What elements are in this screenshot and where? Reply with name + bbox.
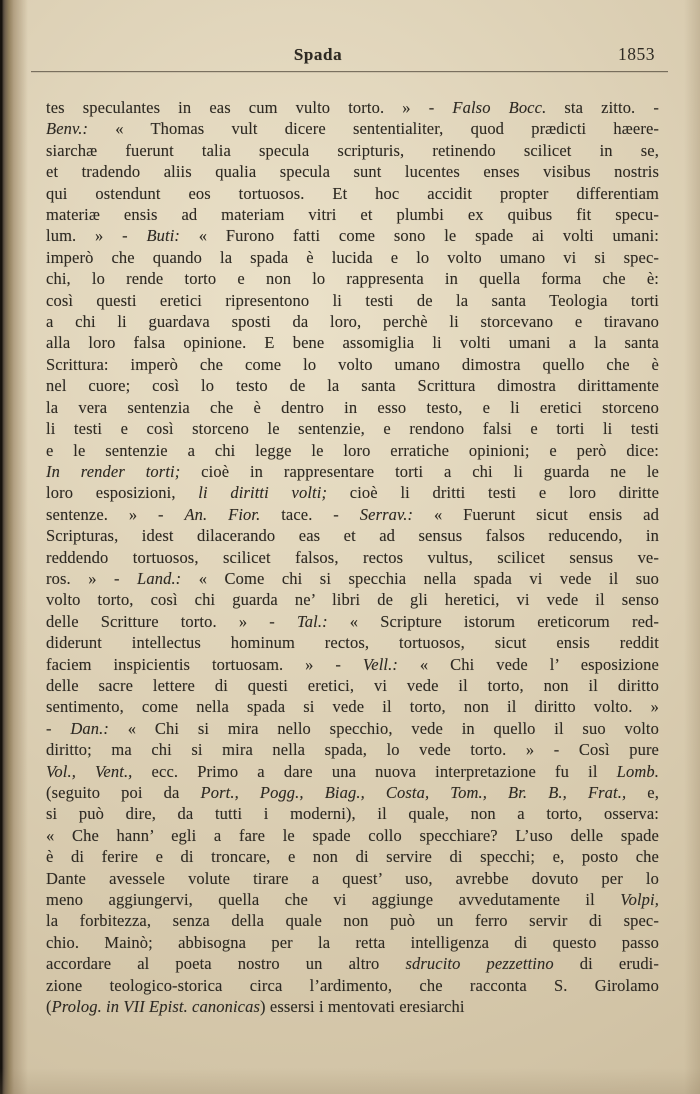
italic-run: Vell.: [362,654,398,674]
text-run: « Chi vede l’ esposizione [398,654,659,674]
page-body [46,97,659,1017]
text-line [46,611,659,632]
page-number: 1853 [618,44,655,64]
text-run: diderunt intellectus hominum rectos, tortuosos, sicut ensis reddit [46,633,659,653]
text-run: tes speculantes in eas cum vulto torto. » - [46,98,453,117]
italic-run: Benv.: [46,119,89,139]
text-run: e, [626,783,659,802]
text-line [46,889,659,910]
gutter-shadow [0,0,28,1094]
italic-run: li diritti volti; [198,483,328,503]
text-run: di erudi- [553,954,660,974]
text-run: chio. Mainò; abbisogna per la retta intelligenza di questo passo [46,932,659,952]
text-line [46,975,659,996]
text-run: lum. » - [46,226,147,246]
text-run: cioè li dritti testi e loro diritte [327,483,660,503]
text-run: ) essersi i mentovati eresiarchi [260,997,465,1017]
text-run: volto torto, così chi guarda ne’ libri de gli heretici, vi vede il senso [46,590,659,610]
italic-run: Tal.: [296,611,328,631]
text-line [46,268,659,289]
italic-run: Prolog. in VII Epist. canonicas [51,997,261,1017]
text-line [46,654,659,675]
text-run: chi, lo rende torto e non lo rappresenta in quella forma che è: [46,269,659,289]
text-line [46,418,659,439]
text-run: così questi eretici ripresentono li testi de la santa Teologia torti [46,290,659,310]
text-line [46,97,659,118]
italic-run: Serrav.: [359,504,414,524]
italic-run: In render torti; [46,461,181,481]
italic-run: Volpi, [620,890,659,910]
text-run: Dante avessele volute tirare a quest’ uso, avrebbe dovuto per lo [46,868,659,888]
italic-run: Falso Bocc. [452,98,547,117]
running-head-title: Spada [293,45,343,64]
text-run: meno aggiungervi, quella che vi aggiunge avvedutamente il [46,890,621,910]
text-run: « Come chi si specchia nella spada vi vede il suo [181,568,659,588]
text-run: sta zitto. - [546,98,659,117]
text-line [46,354,659,375]
text-run: ecc. Primo a dare una nuova interpretazione fu il [132,761,617,781]
italic-run: An. Fior. [184,504,261,524]
text-run: la vera sentenzia che è dentro in esso testo, e li eretici storceno [46,397,659,417]
italic-run: Buti: [146,226,181,246]
text-line [46,118,659,139]
text-line [46,440,659,461]
text-line [46,161,659,182]
text-run: « Furono fatti come sono le spade ai volti umani: [180,226,659,246]
text-run: materiæ ensis ad materiam vitri et plumbi ex quibus fit specu- [46,205,659,225]
text-line [46,996,659,1017]
text-run: è di ferire e di troncare, e non di servire di specchi; e, posto che [46,847,659,867]
text-run: sentimento, come nella spada si vede il torto, non il diritto volto. » [46,697,659,717]
header-rule [31,71,668,72]
text-run: sentenze. » - [46,504,185,524]
text-line [46,932,659,953]
text-line [46,910,659,931]
text-line [46,204,659,225]
right-edge-shade [684,0,700,1094]
text-line [46,311,659,332]
text-run: ( [46,997,52,1017]
text-line [46,461,659,482]
text-run: li testi e così storceno le sentenzie, e rendono falsi e torti li testi [46,419,659,439]
text-line [46,568,659,589]
text-line [46,718,659,739]
italic-run: sdrucito pezzettino [405,954,554,974]
text-line [46,868,659,889]
text-run: « Che hann’ egli a fare le spade collo specchiare? L’uso delle spade [46,825,659,845]
text-line [46,803,659,824]
text-run: loro esposizioni, [46,483,199,503]
text-run: diritto; ma chi si mira nella spada, lo vede torto. » - Così pure [46,740,659,760]
text-line [46,290,659,311]
text-line [46,953,659,974]
text-run: - [46,718,71,738]
text-run: nel cuore; così lo testo de la santa Scrittura dimostra dirittamente [46,376,659,396]
text-run: siarchæ fuerunt talia specula scripturis, retinendo scilicet in se, [46,140,659,160]
text-line [46,525,659,546]
italic-run: Vol., Vent., [46,761,133,781]
text-run: « Chi si mira nello specchio, vede in quello il suo volto [109,718,659,738]
text-line [46,397,659,418]
text-line [46,825,659,846]
text-line [46,504,659,525]
text-run: alla loro falsa opinione. E bene assomiglia li volti umani a la santa [46,333,659,353]
text-line [46,632,659,653]
text-run: ros. » - [46,568,138,588]
text-run: imperò che quando la spada è lucida e lo volto umano vi si spec- [46,247,659,267]
text-line [46,183,659,204]
text-run: qui ostendunt eos tortuosos. Et hoc accidit propter differentiam [46,183,659,203]
text-run: cioè in rappresentare torti a chi li guarda ne le [180,461,659,481]
text-run: (seguito poi da [46,783,201,802]
text-line [46,375,659,396]
text-line [46,846,659,867]
text-line [46,739,659,760]
text-run: « Thomas vult dicere sententialiter, quod prædicti hæere- [88,119,659,139]
text-line [46,140,659,161]
text-line [46,482,659,503]
text-line [46,761,659,782]
text-run: si può dire, da tutti i moderni), il quale, non a torto, osserva: [46,804,659,824]
italic-run: Port., Pogg., Biag., Costa, Tom., Br. B., Frat., [200,783,627,802]
text-run: a chi li guardava sposti da loro, perchè li storcevano e tiravano [46,312,659,332]
text-line [46,696,659,717]
text-run: tace. - [260,504,360,524]
text-line [46,589,659,610]
text-line [46,547,659,568]
italic-run: Lomb. [616,761,659,781]
text-line [46,332,659,353]
text-run: delle Scritture torto. » - [46,611,297,631]
text-run: Scrittura: imperò che come lo volto umano dimostra quello che è [46,354,659,374]
text-line [46,675,659,696]
text-run: « Fuerunt sicut ensis ad [413,504,659,524]
text-run: « Scripture istorum ereticorum red- [327,611,659,631]
text-run: reddendo tortuosos, scilicet falsos, rectos vultus, scilicet sensus ve- [46,547,659,567]
italic-run: Land.: [137,568,182,588]
text-run: delle sacre lettere di questi eretici, vi vede il torto, non il diritto [46,675,659,695]
text-line [46,247,659,268]
text-run: la forbitezza, senza della quale non può un ferro servir di spec- [46,911,659,931]
text-line [46,782,659,803]
text-run: e le sentenzie a chi legge le loro erratiche opinioni; e però dice: [46,440,659,460]
text-line [46,225,659,246]
italic-run: Dan.: [70,718,110,738]
bottom-edge-shade [0,1068,700,1094]
text-run: zione teologico-storica circa l’ardimento, che racconta S. Girolamo [46,975,659,995]
text-run: et tradendo aliis qualia specula sunt lucentes enses visibus nostris [46,162,659,182]
text-run: accordare al poeta nostro un altro [46,954,406,974]
text-run: faciem inspicientis tortuosam. » - [46,654,363,674]
text-run: Scripturas, idest dilacerando eas et ad sensus falsos reducendo, in [46,526,659,546]
